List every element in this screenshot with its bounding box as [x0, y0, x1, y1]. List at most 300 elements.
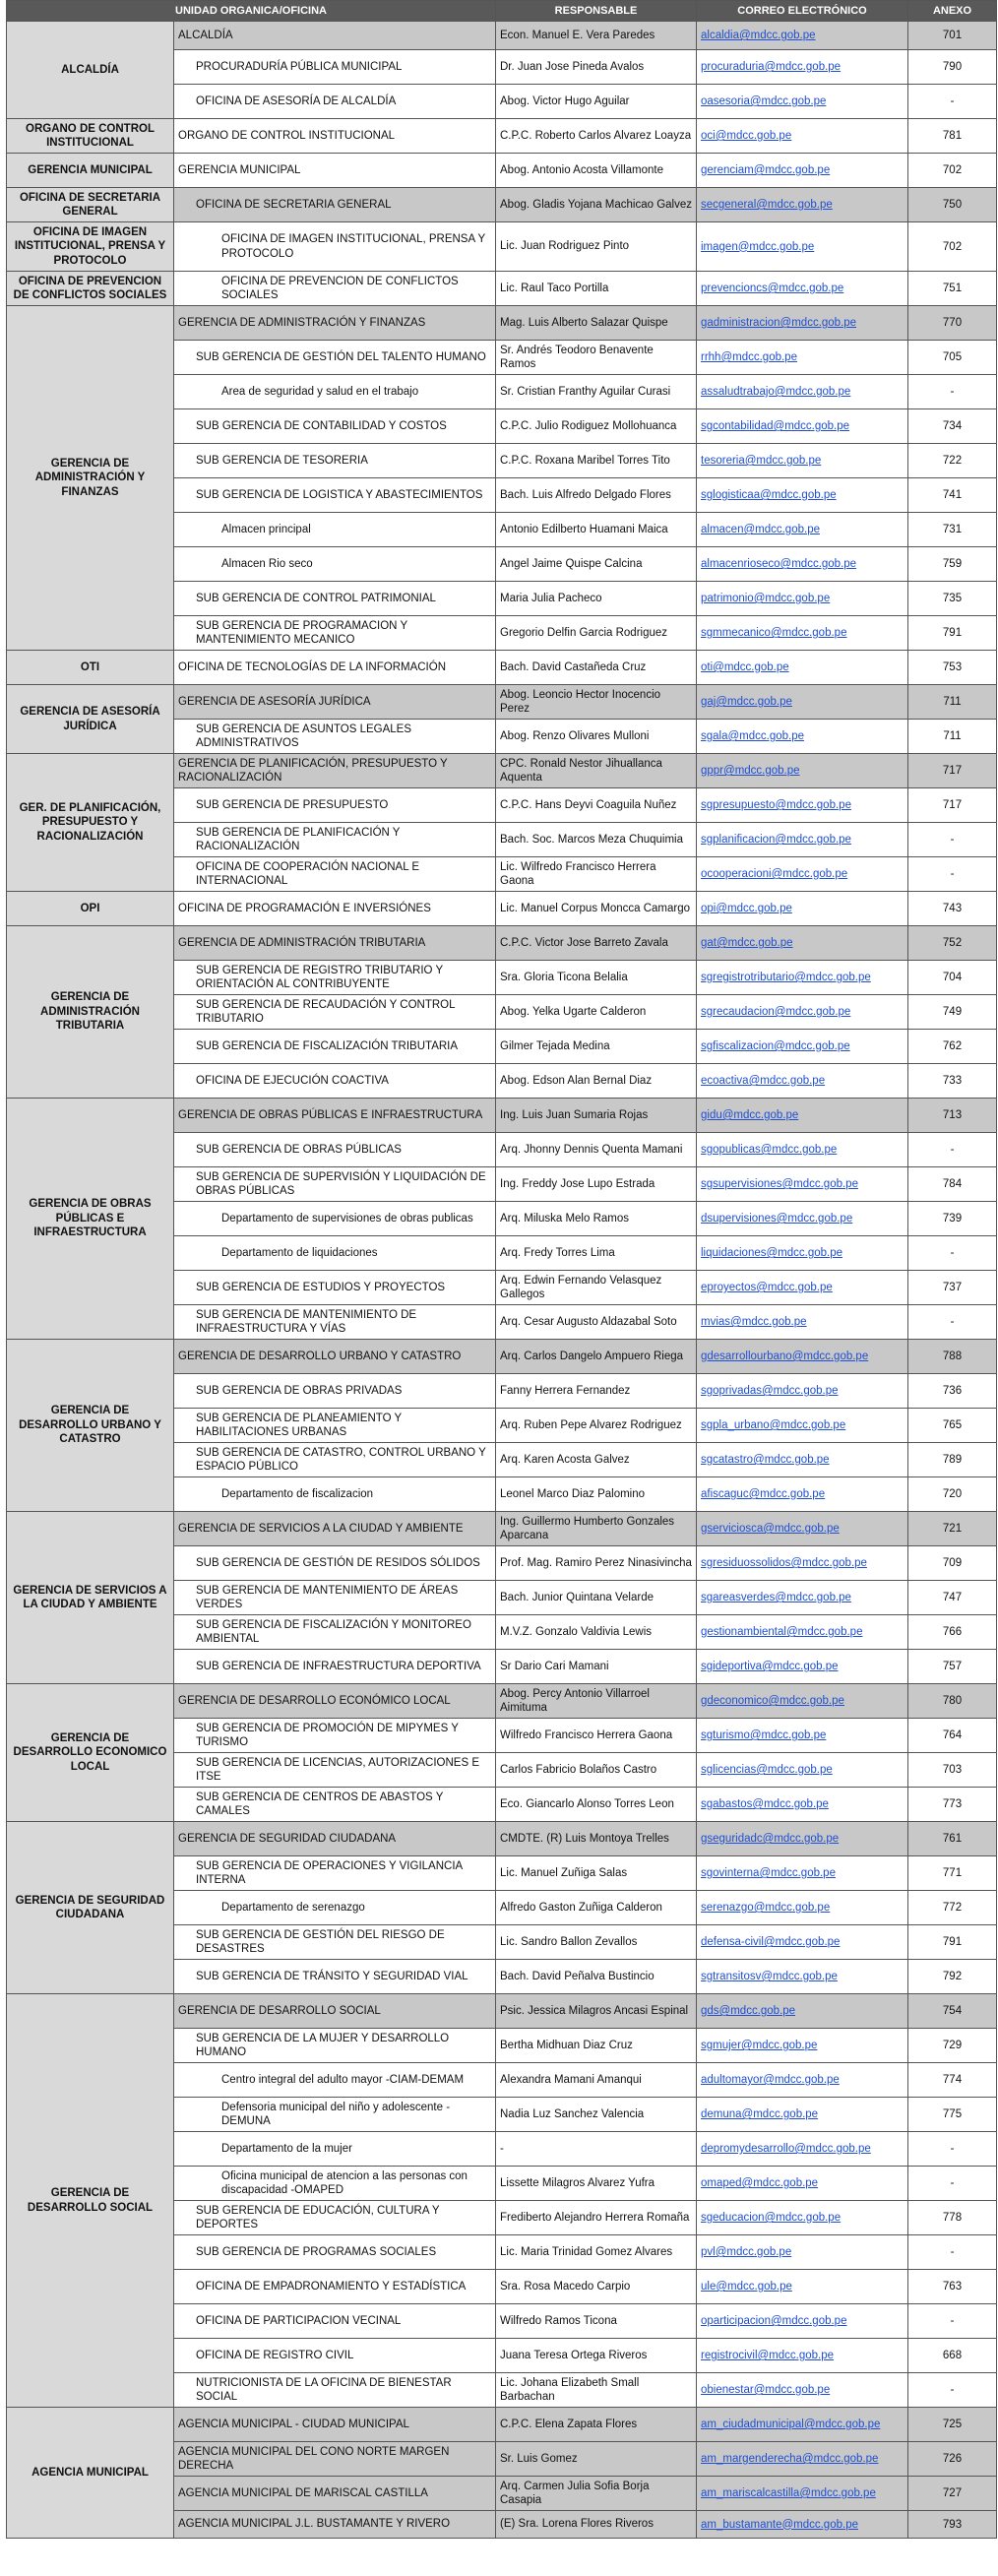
email-link[interactable]: sgsupervisiones@mdcc.gob.pe [701, 1178, 858, 1190]
table-row [7, 1099, 997, 1133]
email-cell [697, 50, 908, 85]
responsible-cell: Sr. Luis Gomez [496, 2442, 697, 2477]
unit-group-cell: GERENCIA DE OBRAS PÚBLICAS E INFRAESTRUCTURA [7, 1099, 174, 1340]
email-cell [697, 1546, 908, 1581]
office-cell: Area de seguridad y salud en el trabajo [174, 375, 496, 409]
responsible-cell: Sra. Rosa Macedo Carpio [496, 2270, 697, 2304]
responsible-cell: Psic. Jessica Milagros Ancasi Espinal [496, 1994, 697, 2029]
office-cell: SUB GERENCIA DE MANTENIMIENTO DE INFRAESTRUCTURA Y VÍAS [174, 1305, 496, 1340]
email-cell [697, 2098, 908, 2132]
annex-cell: 770 [908, 306, 997, 341]
responsible-cell: Ing. Luis Juan Sumaria Rojas [496, 1099, 697, 1133]
email-cell [697, 1477, 908, 1512]
annex-cell: 775 [908, 2098, 997, 2132]
responsible-cell: Lic. Sandro Ballon Zevallos [496, 1925, 697, 1960]
unit-group-cell: OPI [7, 892, 174, 926]
annex-cell: - [908, 1133, 997, 1167]
email-link[interactable]: liquidaciones@mdcc.gob.pe [701, 1247, 843, 1259]
header-row [7, 1, 997, 22]
responsible-cell: Eco. Giancarlo Alonso Torres Leon [496, 1788, 697, 1822]
office-cell: NUTRICIONISTA DE LA OFICINA DE BIENESTAR SOCIAL [174, 2373, 496, 2408]
annex-cell: 789 [908, 1443, 997, 1477]
email-link[interactable]: sgopublicas@mdcc.gob.pe [701, 1144, 838, 1156]
responsible-cell: Arq. Ruben Pepe Alvarez Rodriguez [496, 1409, 697, 1443]
responsible-cell: Ing. Guillermo Humberto Gonzales Aparcana [496, 1512, 697, 1546]
email-link[interactable]: am_mariscalcastilla@mdcc.gob.pe [701, 2487, 876, 2499]
email-link[interactable]: imagen@mdcc.gob.pe [701, 240, 815, 253]
office-cell: Oficina municipal de atencion a las personas con discapacidad -OMAPED [174, 2167, 496, 2201]
responsible-cell: CPC. Ronald Nestor Jihuallanca Aquenta [496, 754, 697, 788]
annex-cell: 703 [908, 1753, 997, 1788]
email-cell [697, 154, 908, 188]
directory-body [7, 22, 997, 2539]
email-link[interactable]: sgcontabilidad@mdcc.gob.pe [701, 420, 850, 432]
unit-group-cell: ORGANO DE CONTROL INSTITUCIONAL [7, 119, 174, 154]
email-link[interactable]: sgareasverdes@mdcc.gob.pe [701, 1592, 851, 1603]
email-cell [697, 1512, 908, 1546]
email-cell [697, 1374, 908, 1409]
email-cell [697, 2373, 908, 2408]
office-cell: OFICINA DE REGISTRO CIVIL [174, 2339, 496, 2373]
directory-sheet [6, 0, 996, 2539]
email-cell [697, 513, 908, 547]
email-link[interactable]: defensa-civil@mdcc.gob.pe [701, 1936, 841, 1948]
email-link[interactable]: am_bustamante@mdcc.gob.pe [701, 2518, 858, 2531]
email-link[interactable]: mvias@mdcc.gob.pe [701, 1316, 807, 1328]
office-cell: SUB GERENCIA DE PROMOCIÓN DE MIPYMES Y TURISMO [174, 1719, 496, 1753]
office-cell: ALCALDÍA [174, 22, 496, 50]
unit-group-cell: GERENCIA DE ADMINISTRACIÓN Y FINANZAS [7, 306, 174, 651]
email-link[interactable]: sgpla_urbano@mdcc.gob.pe [701, 1419, 846, 1431]
email-link[interactable]: alcaldia@mdcc.gob.pe [701, 30, 816, 41]
annex-cell: 737 [908, 1271, 997, 1305]
office-cell: GERENCIA DE ADMINISTRACIÓN Y FINANZAS [174, 306, 496, 341]
email-link[interactable]: registrocivil@mdcc.gob.pe [701, 2350, 835, 2361]
annex-cell: 750 [908, 188, 997, 222]
responsible-cell: C.P.C. Elena Zapata Flores [496, 2408, 697, 2442]
email-link[interactable]: gdeconomico@mdcc.gob.pe [701, 1695, 844, 1707]
email-cell [697, 1719, 908, 1753]
responsible-cell: Wilfredo Francisco Herrera Gaona [496, 1719, 697, 1753]
email-link[interactable]: gaj@mdcc.gob.pe [701, 696, 792, 708]
office-cell: AGENCIA MUNICIPAL DE MARISCAL CASTILLA [174, 2477, 496, 2511]
responsible-cell: (E) Sra. Lorena Flores Riveros [496, 2511, 697, 2539]
table-row [7, 2408, 997, 2442]
email-link[interactable]: oparticipacion@mdcc.gob.pe [701, 2315, 847, 2327]
email-link[interactable]: sgpresupuesto@mdcc.gob.pe [701, 799, 851, 811]
table-row [7, 154, 997, 188]
table-row [7, 222, 997, 272]
office-cell: Departamento de fiscalizacion [174, 1477, 496, 1512]
email-link[interactable]: sgtransitosv@mdcc.gob.pe [701, 1971, 838, 1982]
responsible-cell: Gilmer Tejada Medina [496, 1030, 697, 1064]
office-cell: OFICINA DE PARTICIPACION VECINAL [174, 2304, 496, 2339]
responsible-cell: Arq. Miluska Melo Ramos [496, 1202, 697, 1236]
email-link[interactable]: gestionambiental@mdcc.gob.pe [701, 1626, 863, 1638]
table-row [7, 892, 997, 926]
annex-cell: - [908, 2373, 997, 2408]
annex-cell: 749 [908, 995, 997, 1030]
email-link[interactable]: omaped@mdcc.gob.pe [701, 2177, 819, 2189]
email-cell [697, 1891, 908, 1925]
email-link[interactable]: gidu@mdcc.gob.pe [701, 1109, 799, 1121]
email-link[interactable]: pvl@mdcc.gob.pe [701, 2246, 792, 2258]
header-anexo: ANEXO [908, 1, 997, 22]
email-cell [697, 1409, 908, 1443]
office-cell: Defensoria municipal del niño y adolescente - DEMUNA [174, 2098, 496, 2132]
email-cell [697, 306, 908, 341]
office-cell: ORGANO DE CONTROL INSTITUCIONAL [174, 119, 496, 154]
annex-cell: 705 [908, 341, 997, 375]
email-link[interactable]: prevencioncs@mdcc.gob.pe [701, 283, 844, 294]
office-cell: SUB GERENCIA DE CENTROS DE ABASTOS Y CAMALES [174, 1788, 496, 1822]
office-cell: SUB GERENCIA DE REGISTRO TRIBUTARIO Y ORIENTACIÓN AL CONTRIBUYENTE [174, 961, 496, 995]
email-cell [697, 1236, 908, 1271]
email-cell [697, 2408, 908, 2442]
annex-cell: - [908, 2132, 997, 2167]
email-link[interactable]: am_margenderecha@mdcc.gob.pe [701, 2453, 879, 2465]
email-link[interactable]: secgeneral@mdcc.gob.pe [701, 199, 833, 211]
email-link[interactable]: sgturismo@mdcc.gob.pe [701, 1729, 827, 1741]
annex-cell: 736 [908, 1374, 997, 1409]
email-cell [697, 2132, 908, 2167]
email-cell [697, 720, 908, 754]
office-cell: SUB GERENCIA DE GESTIÓN DEL RIESGO DE DESASTRES [174, 1925, 496, 1960]
email-cell [697, 1994, 908, 2029]
email-link[interactable]: gseguridadc@mdcc.gob.pe [701, 1833, 840, 1845]
email-link[interactable]: sgcatastro@mdcc.gob.pe [701, 1454, 830, 1466]
office-cell: OFICINA DE SECRETARIA GENERAL [174, 188, 496, 222]
annex-cell: 759 [908, 547, 997, 582]
responsible-cell: Mag. Luis Alberto Salazar Quispe [496, 306, 697, 341]
email-link[interactable]: sgregistrotributario@mdcc.gob.pe [701, 972, 871, 983]
office-cell: SUB GERENCIA DE ESTUDIOS Y PROYECTOS [174, 1271, 496, 1305]
responsible-cell: Maria Julia Pacheco [496, 582, 697, 616]
email-cell [697, 1822, 908, 1856]
email-link[interactable]: ocooperacioni@mdcc.gob.pe [701, 868, 848, 880]
email-cell [697, 1099, 908, 1133]
email-cell [697, 1030, 908, 1064]
email-cell [697, 1202, 908, 1236]
office-cell: GERENCIA DE ADMINISTRACIÓN TRIBUTARIA [174, 926, 496, 961]
office-cell: SUB GERENCIA DE LICENCIAS, AUTORIZACIONES E ITSE [174, 1753, 496, 1788]
email-link[interactable]: sgmmecanico@mdcc.gob.pe [701, 627, 847, 639]
table-row [7, 685, 997, 720]
email-link[interactable]: almacen@mdcc.gob.pe [701, 524, 820, 535]
email-link[interactable]: sgrecaudacion@mdcc.gob.pe [701, 1006, 851, 1018]
email-cell [697, 1133, 908, 1167]
responsible-cell: Frediberto Alejandro Herrera Romaña [496, 2201, 697, 2235]
email-link[interactable]: dsupervisiones@mdcc.gob.pe [701, 1213, 853, 1225]
annex-cell: 774 [908, 2063, 997, 2098]
unit-group-cell: OFICINA DE SECRETARIA GENERAL [7, 188, 174, 222]
table-row [7, 1340, 997, 1374]
annex-cell: 702 [908, 222, 997, 272]
email-link[interactable]: am_ciudadmunicipal@mdcc.gob.pe [701, 2419, 881, 2430]
responsible-cell: Abog. Yelka Ugarte Calderon [496, 995, 697, 1030]
office-cell: OFICINA DE PROGRAMACIÓN E INVERSIÓNES [174, 892, 496, 926]
annex-cell: 741 [908, 478, 997, 513]
email-link[interactable]: obienestar@mdcc.gob.pe [701, 2384, 831, 2396]
email-link[interactable]: gat@mdcc.gob.pe [701, 937, 793, 949]
office-cell: GERENCIA DE SEGURIDAD CIUDADANA [174, 1822, 496, 1856]
office-cell: SUB GERENCIA DE TRÁNSITO Y SEGURIDAD VIAL [174, 1960, 496, 1994]
email-link[interactable]: gds@mdcc.gob.pe [701, 2005, 796, 2017]
email-cell [697, 857, 908, 892]
unit-group-cell: GERENCIA DE SEGURIDAD CIUDADANA [7, 1822, 174, 1994]
office-cell: GERENCIA DE SERVICIOS A LA CIUDAD Y AMBIENTE [174, 1512, 496, 1546]
office-cell: OFICINA DE COOPERACIÓN NACIONAL E INTERNACIONAL [174, 857, 496, 892]
responsible-cell: Abog. Leoncio Hector Inocencio Perez [496, 685, 697, 720]
office-cell: OFICINA DE IMAGEN INSTITUCIONAL, PRENSA Y PROTOCOLO [174, 222, 496, 272]
annex-cell: 751 [908, 272, 997, 306]
email-cell [697, 754, 908, 788]
annex-cell: 713 [908, 1099, 997, 1133]
email-cell [697, 272, 908, 306]
annex-cell: 752 [908, 926, 997, 961]
annex-cell: - [908, 85, 997, 119]
office-cell: Departamento de supervisiones de obras publicas [174, 1202, 496, 1236]
email-cell [697, 1305, 908, 1340]
email-link[interactable]: tesoreria@mdcc.gob.pe [701, 455, 822, 467]
office-cell: SUB GERENCIA DE PROGRAMAS SOCIALES [174, 2235, 496, 2270]
email-link[interactable]: serenazgo@mdcc.gob.pe [701, 1902, 831, 1914]
annex-cell: 721 [908, 1512, 997, 1546]
table-row [7, 926, 997, 961]
email-cell [697, 2442, 908, 2477]
email-link[interactable]: rrhh@mdcc.gob.pe [701, 351, 797, 363]
email-link[interactable]: sglicencias@mdcc.gob.pe [701, 1764, 833, 1776]
email-cell [697, 2235, 908, 2270]
annex-cell: 717 [908, 754, 997, 788]
email-link[interactable]: ecoactiva@mdcc.gob.pe [701, 1075, 826, 1087]
email-link[interactable]: ule@mdcc.gob.pe [701, 2281, 792, 2293]
email-cell [697, 1753, 908, 1788]
email-cell [697, 2029, 908, 2063]
responsible-cell: CMDTE. (R) Luis Montoya Trelles [496, 1822, 697, 1856]
header-responsable: RESPONSABLE [496, 1, 697, 22]
office-cell: OFICINA DE ASESORÍA DE ALCALDÍA [174, 85, 496, 119]
annex-cell: - [908, 1236, 997, 1271]
email-cell [697, 685, 908, 720]
table-row [7, 272, 997, 306]
responsible-cell: Bertha Midhuan Diaz Cruz [496, 2029, 697, 2063]
annex-cell: 668 [908, 2339, 997, 2373]
email-link[interactable]: opi@mdcc.gob.pe [701, 903, 792, 914]
unit-group-cell: GERENCIA DE SERVICIOS A LA CIUDAD Y AMBIENTE [7, 1512, 174, 1684]
office-cell: SUB GERENCIA DE LA MUJER Y DESARROLLO HUMANO [174, 2029, 496, 2063]
email-link[interactable]: sgabastos@mdcc.gob.pe [701, 1798, 829, 1810]
annex-cell: 778 [908, 2201, 997, 2235]
responsible-cell: Abog. Antonio Acosta Villamonte [496, 154, 697, 188]
email-link[interactable]: almacenrioseco@mdcc.gob.pe [701, 558, 857, 570]
office-cell: SUB GERENCIA DE EDUCACIÓN, CULTURA Y DEPORTES [174, 2201, 496, 2235]
email-link[interactable]: assaludtrabajo@mdcc.gob.pe [701, 386, 851, 398]
annex-cell: 771 [908, 1856, 997, 1891]
email-link[interactable]: sgideportiva@mdcc.gob.pe [701, 1661, 839, 1672]
unit-group-cell: ALCALDÍA [7, 22, 174, 119]
email-cell [697, 892, 908, 926]
annex-cell: 766 [908, 1615, 997, 1650]
office-cell: OFICINA DE EMPADRONAMIENTO Y ESTADÍSTICA [174, 2270, 496, 2304]
office-cell: OFICINA DE PREVENCION DE CONFLICTOS SOCIALES [174, 272, 496, 306]
annex-cell: 735 [908, 582, 997, 616]
annex-cell: 772 [908, 1891, 997, 1925]
annex-cell: 722 [908, 444, 997, 478]
responsible-cell: Lic. Raul Taco Portilla [496, 272, 697, 306]
office-cell: SUB GERENCIA DE GESTIÓN DE RESIDOS SÓLIDOS [174, 1546, 496, 1581]
annex-cell: 762 [908, 1030, 997, 1064]
office-cell: GERENCIA DE DESARROLLO URBANO Y CATASTRO [174, 1340, 496, 1374]
email-link[interactable]: gdesarrollourbano@mdcc.gob.pe [701, 1351, 869, 1362]
email-cell [697, 1064, 908, 1099]
email-link[interactable]: eproyectos@mdcc.gob.pe [701, 1282, 833, 1293]
responsible-cell: Lic. Maria Trinidad Gomez Alvares [496, 2235, 697, 2270]
email-link[interactable]: gadministracion@mdcc.gob.pe [701, 317, 857, 329]
email-cell [697, 1960, 908, 1994]
office-cell: SUB GERENCIA DE PRESUPUESTO [174, 788, 496, 823]
email-link[interactable]: sgresiduossolidos@mdcc.gob.pe [701, 1557, 867, 1569]
email-cell [697, 444, 908, 478]
unit-group-cell: GERENCIA DE DESARROLLO URBANO Y CATASTRO [7, 1340, 174, 1512]
email-cell [697, 222, 908, 272]
annex-cell: - [908, 1305, 997, 1340]
annex-cell: 791 [908, 616, 997, 651]
annex-cell: 781 [908, 119, 997, 154]
responsible-cell: Carlos Fabricio Bolaños Castro [496, 1753, 697, 1788]
email-cell [697, 2201, 908, 2235]
office-cell: OFICINA DE EJECUCIÓN COACTIVA [174, 1064, 496, 1099]
email-cell [697, 409, 908, 444]
responsible-cell: Bach. David Peñalva Bustincio [496, 1960, 697, 1994]
table-row [7, 306, 997, 341]
email-link[interactable]: sgfiscalizacion@mdcc.gob.pe [701, 1040, 850, 1052]
annex-cell: 701 [908, 22, 997, 50]
office-cell: GERENCIA DE DESARROLLO SOCIAL [174, 1994, 496, 2029]
email-link[interactable]: oci@mdcc.gob.pe [701, 130, 792, 142]
unit-group-cell: OFICINA DE PREVENCION DE CONFLICTOS SOCIALES [7, 272, 174, 306]
office-cell: SUB GERENCIA DE TESORERIA [174, 444, 496, 478]
email-cell [697, 995, 908, 1030]
annex-cell: 765 [908, 1409, 997, 1443]
responsible-cell: C.P.C. Roxana Maribel Torres Tito [496, 444, 697, 478]
responsible-cell: Bach. Junior Quintana Velarde [496, 1581, 697, 1615]
annex-cell: 725 [908, 2408, 997, 2442]
responsible-cell: Nadia Luz Sanchez Valencia [496, 2098, 697, 2132]
responsible-cell: Sr Dario Cari Mamani [496, 1650, 697, 1684]
email-cell [697, 2304, 908, 2339]
email-cell [697, 478, 908, 513]
responsible-cell: Bach. Luis Alfredo Delgado Flores [496, 478, 697, 513]
responsible-cell: Arq. Jhonny Dennis Quenta Mamani [496, 1133, 697, 1167]
responsible-cell: C.P.C. Roberto Carlos Alvarez Loayza [496, 119, 697, 154]
email-link[interactable]: sgala@mdcc.gob.pe [701, 730, 805, 742]
office-cell: SUB GERENCIA DE LOGISTICA Y ABASTECIMIENTOS [174, 478, 496, 513]
office-cell: Departamento de serenazgo [174, 1891, 496, 1925]
email-cell [697, 2167, 908, 2201]
office-cell: GERENCIA DE ASESORÍA JURÍDICA [174, 685, 496, 720]
office-cell: Almacen Rio seco [174, 547, 496, 582]
annex-cell: 711 [908, 720, 997, 754]
annex-cell: 791 [908, 1925, 997, 1960]
email-cell [697, 2477, 908, 2511]
annex-cell: 780 [908, 1684, 997, 1719]
email-link[interactable]: demuna@mdcc.gob.pe [701, 2108, 819, 2120]
annex-cell: 717 [908, 788, 997, 823]
email-link[interactable]: patrimonio@mdcc.gob.pe [701, 593, 831, 604]
email-link[interactable]: oti@mdcc.gob.pe [701, 661, 789, 673]
office-cell: SUB GERENCIA DE PROGRAMACION Y MANTENIMIENTO MECANICO [174, 616, 496, 651]
table-row [7, 1684, 997, 1719]
email-link[interactable]: afiscaguc@mdcc.gob.pe [701, 1488, 826, 1500]
responsible-cell: Sra. Gloria Ticona Belalia [496, 961, 697, 995]
office-cell: PROCURADURÍA PÚBLICA MUNICIPAL [174, 50, 496, 85]
email-link[interactable]: sgmujer@mdcc.gob.pe [701, 2040, 818, 2051]
email-cell [697, 1581, 908, 1615]
responsible-cell: Alexandra Mamani Amanqui [496, 2063, 697, 2098]
email-link[interactable]: sglogisticaa@mdcc.gob.pe [701, 489, 837, 501]
email-link[interactable]: oasesoria@mdcc.gob.pe [701, 95, 827, 107]
office-cell: AGENCIA MUNICIPAL J.L. BUSTAMANTE Y RIVERO [174, 2511, 496, 2539]
email-link[interactable]: gservicioscа@mdcc.gob.pe [701, 1523, 840, 1535]
responsible-cell: Antonio Edilberto Huamani Maica [496, 513, 697, 547]
email-link[interactable]: depromydesarrollo@mdcc.gob.pe [701, 2143, 871, 2155]
office-cell: SUB GERENCIA DE FISCALIZACIÓN Y MONITOREO AMBIENTAL [174, 1615, 496, 1650]
email-link[interactable]: sgovinterna@mdcc.gob.pe [701, 1867, 836, 1879]
annex-cell: 761 [908, 1822, 997, 1856]
table-row [7, 188, 997, 222]
email-link[interactable]: sgoprivadas@mdcc.gob.pe [701, 1385, 839, 1397]
unit-group-cell: OFICINA DE IMAGEN INSTITUCIONAL, PRENSA Y PROTOCOLO [7, 222, 174, 272]
email-cell [697, 22, 908, 50]
email-cell [697, 1650, 908, 1684]
email-cell [697, 2270, 908, 2304]
responsible-cell: Abog. Gladis Yojana Machicao Galvez [496, 188, 697, 222]
annex-cell: 734 [908, 409, 997, 444]
email-link[interactable]: procuraduria@mdcc.gob.pe [701, 61, 842, 73]
annex-cell: - [908, 2167, 997, 2201]
responsible-cell: Juana Teresa Ortega Riveros [496, 2339, 697, 2373]
responsible-cell: Abog. Edson Alan Bernal Diaz [496, 1064, 697, 1099]
responsible-cell: C.P.C. Julio Rodiguez Mollohuanca [496, 409, 697, 444]
annex-cell: 764 [908, 1719, 997, 1753]
email-link[interactable]: sgeducacion@mdcc.gob.pe [701, 2212, 842, 2224]
email-link[interactable]: adultomayor@mdcc.gob.pe [701, 2074, 840, 2086]
annex-cell: 763 [908, 2270, 997, 2304]
table-row [7, 22, 997, 50]
email-link[interactable]: gppr@mdcc.gob.pe [701, 765, 800, 777]
responsible-cell: Lissette Milagros Alvarez Yufra [496, 2167, 697, 2201]
directory-table [6, 0, 997, 2539]
email-cell [697, 1615, 908, 1650]
responsible-cell: Arq. Edwin Fernando Velasquez Gallegos [496, 1271, 697, 1305]
annex-cell: 747 [908, 1581, 997, 1615]
annex-cell: 792 [908, 1960, 997, 1994]
annex-cell: 790 [908, 50, 997, 85]
email-link[interactable]: sgplanificacion@mdcc.gob.pe [701, 834, 851, 846]
responsible-cell: - [496, 2132, 697, 2167]
annex-cell: 709 [908, 1546, 997, 1581]
responsible-cell: Arq. Fredy Torres Lima [496, 1236, 697, 1271]
responsible-cell: Sr. Andrés Teodoro Benavente Ramos [496, 341, 697, 375]
table-row [7, 1512, 997, 1546]
email-cell [697, 1167, 908, 1202]
office-cell: Departamento de liquidaciones [174, 1236, 496, 1271]
office-cell: Departamento de la mujer [174, 2132, 496, 2167]
unit-group-cell: OTI [7, 651, 174, 685]
email-link[interactable]: gerenciam@mdcc.gob.pe [701, 164, 831, 176]
header-unidad: UNIDAD ORGANICA/OFICINA [7, 1, 496, 22]
